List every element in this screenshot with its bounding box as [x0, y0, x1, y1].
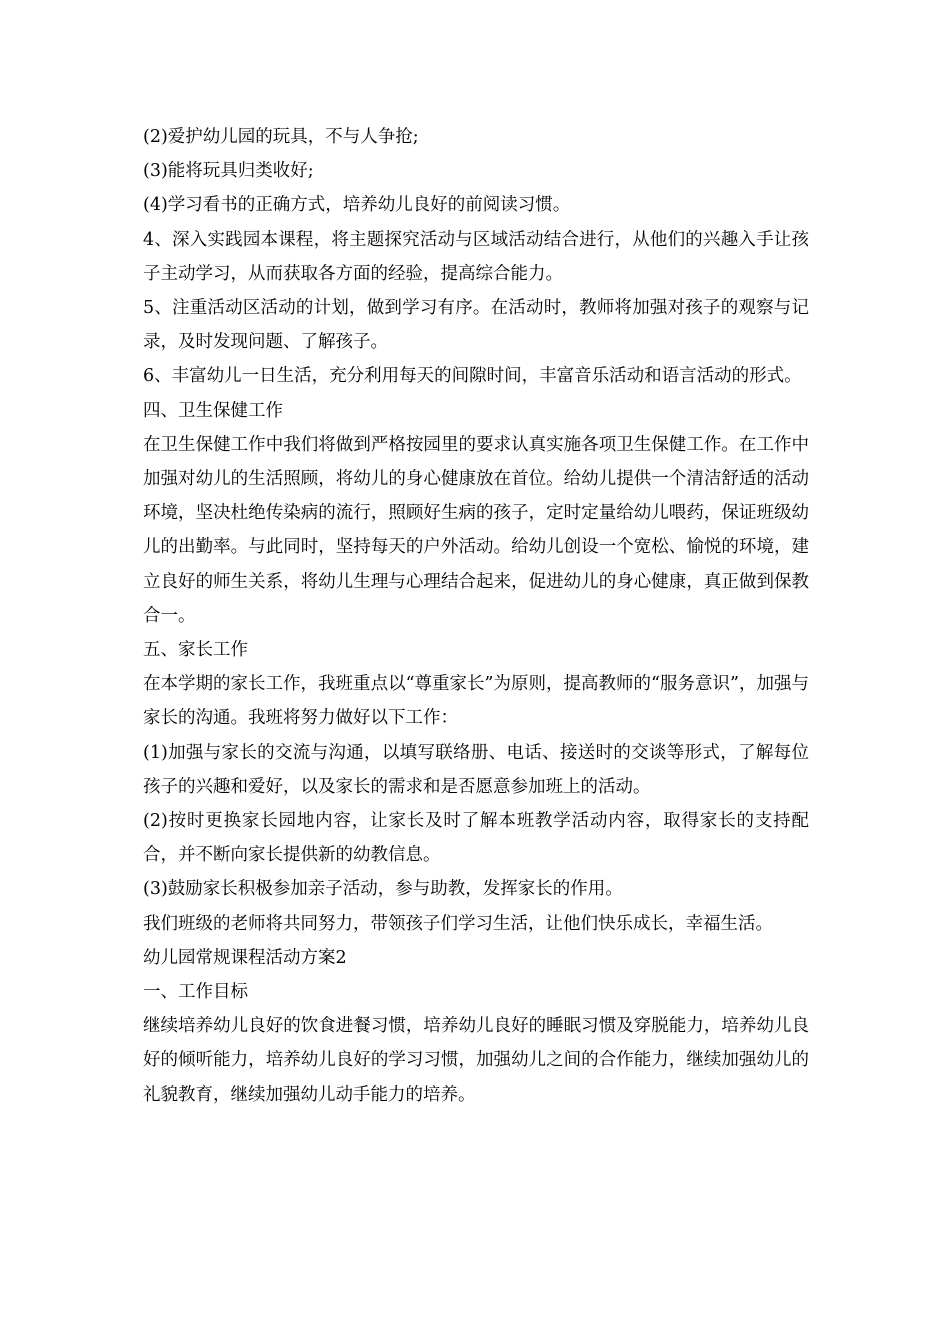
- list-item-reading-habits: (4)学习看书的正确方式，培养幼儿良好的前阅读习惯。: [143, 195, 571, 216]
- section-heading-health-care: 四、卫生保健工作: [143, 400, 283, 421]
- paragraph-item-6: 6、丰富幼儿一日生活，充分利用每天的间隙时间，丰富音乐活动和语言活动的形式。: [143, 366, 802, 387]
- list-item-parent-board: (2)按时更换家长园地内容，让家长及时了解本班教学活动内容，取得家长的支持配合，并不断向家长提供新的幼教信息。: [143, 811, 809, 866]
- paragraph-health-care: 在卫生保健工作中我们将做到严格按园里的要求认真实施各项卫生保健工作。在工作中加强对幼儿的生活照顾，将幼儿的身心健康放在首位。给幼儿提供一个清洁舒适的活动环境，坚决杜绝传染病的流行，照顾好生病的孩子，定时定量给幼儿喂药，保证班级幼儿的出勤率。与此同时，坚持每天的户外活动。给幼儿创设一个宽松、愉悦的环境，建立良好的师生关系，将幼儿生理与心理结合起来，促进幼儿的身心健康，真正做到保教合一。: [143, 434, 809, 626]
- document-subtitle-plan-2: 幼儿园常规课程活动方案2: [143, 947, 347, 968]
- paragraph-item-5: 5、注重活动区活动的计划，做到学习有序。在活动时，教师将加强对孩子的观察与记录，及时发现问题、了解孩子。: [143, 298, 809, 353]
- section-heading-parent-work: 五、家长工作: [143, 640, 248, 661]
- document-page: [143, 120, 809, 1112]
- paragraph-closing: 我们班级的老师将共同努力，带领孩子们学习生活，让他们快乐成长，幸福生活。: [143, 913, 773, 934]
- paragraph-item-4: 4、深入实践园本课程，将主题探究活动与区域活动结合进行，从他们的兴趣入手让孩子主动学习，从而获取各方面的经验，提高综合能力。: [143, 229, 809, 284]
- list-item-care-for-toys: (2)爱护幼儿园的玩具，不与人争抢;: [143, 127, 419, 147]
- list-item-tidy-toys: (3)能将玩具归类收好;: [143, 161, 314, 182]
- section-heading-work-goals: 一、工作目标: [143, 982, 248, 1003]
- list-item-parent-communication: (1)加强与家长的交流与沟通，以填写联络册、电话、接送时的交谈等形式，了解每位孩子的兴趣和爱好，以及家长的需求和是否愿意参加班上的活动。: [143, 742, 809, 797]
- paragraph-work-goals: 继续培养幼儿良好的饮食进餐习惯，培养幼儿良好的睡眠习惯及穿脱能力，培养幼儿良好的倾听能力，培养幼儿良好的学习习惯，加强幼儿之间的合作能力，继续加强幼儿的礼貌教育，继续加强幼儿动手能力的培养。: [143, 1016, 809, 1105]
- paragraph-parent-work-intro: 在本学期的家长工作，我班重点以“尊重家长”为原则，提高教师的“服务意识”，加强与家长的沟通。我班将努力做好以下工作：: [143, 674, 809, 729]
- list-item-parent-activities: (3)鼓励家长积极参加亲子活动，参与助教，发挥家长的作用。: [143, 879, 623, 900]
